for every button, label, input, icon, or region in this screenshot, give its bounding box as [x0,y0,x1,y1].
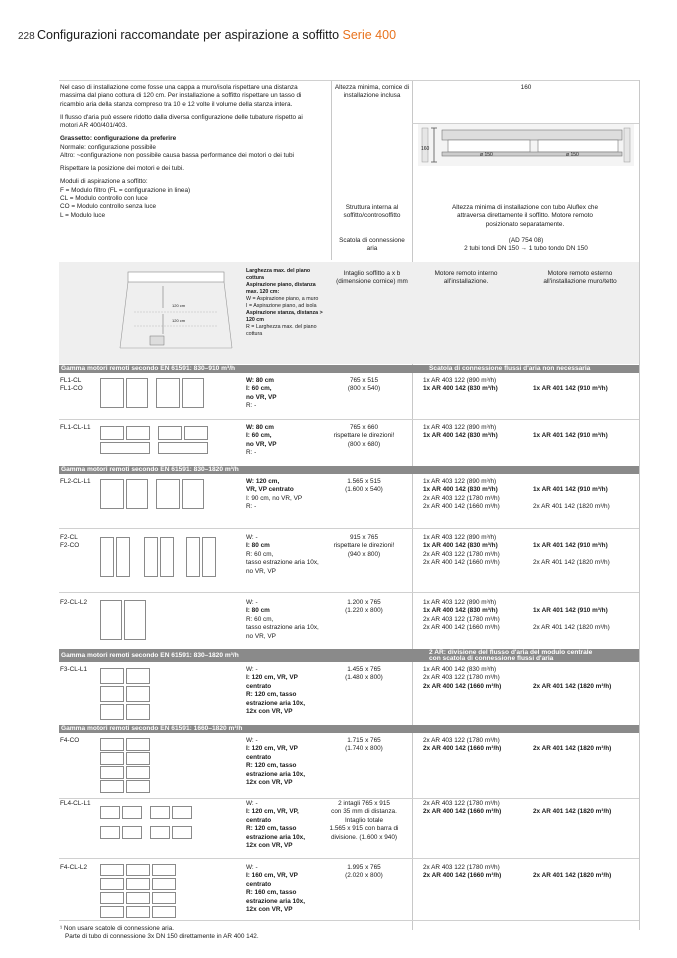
motor-external-line [533,666,535,673]
row-motor-external [533,534,610,568]
row-motor-internal [423,737,501,754]
module-figure-fl1-l1 [100,424,210,460]
spec-line: I: 160 cm, VR, VP [246,872,298,880]
band-range-2-label: Gamma motori remoti secondo EN 61591: 830–1820 m³/h [61,466,239,473]
row-divider [59,80,639,81]
motor-internal-line: 1x AR 403 122 (890 m³/h) [423,478,497,485]
row-ceiling-cutout [316,737,412,754]
footnote-line-1: ¹ Non usare scatole di connessione aria. [60,925,175,932]
motor-internal-line: 2x AR 403 122 (1780 m³/h) [423,615,500,623]
row-module-name [60,599,87,607]
spec-line: no VR, VP [246,567,276,575]
dims-line: rispettare le direzioni! [333,542,395,550]
motor-external-line [533,599,535,606]
row-divider [59,528,639,529]
spec-line: R: 120 cm, tasso [246,762,297,770]
spec-line: estrazione aria 10x, [246,897,305,905]
spec-line: centrato [246,682,272,690]
row-ceiling-cutout [316,864,412,881]
motor-internal-line: 1x AR 403 122 (890 m³/h) [423,534,497,541]
motor-internal-line: 1x AR 400 142 (830 m³/h) [423,542,498,550]
row-motor-external [533,864,611,881]
spec-line: R: 160 cm, tasso [246,889,297,897]
row-ceiling-cutout [316,666,412,683]
module-f: F = Modulo filtro (FL = configurazione in linea) [60,186,191,194]
row-motor-internal [423,478,500,512]
spec-line: R: 60 cm, [246,550,274,558]
col-divider [639,80,640,930]
diagram-diameter-1: ø 150 [480,152,493,158]
spec-line: W: - [246,737,258,744]
motor-external-line [533,495,535,502]
modules-heading: Moduli di aspirazione a soffitto: [60,178,148,186]
motor-external-line: 1x AR 401 142 (910 m³/h) [533,607,608,615]
row-spec [246,864,305,915]
dims-line: 1.565 x 515 [347,478,381,485]
motor-internal-line: 2x AR 400 142 (1660 m³/h) [423,808,502,816]
struttura-label: Struttura interna al soffitto/controsoffitto [343,204,401,220]
module-figure-f4 [100,736,170,794]
row-ceiling-cutout [316,377,412,394]
dims-line: con 35 mm di distanza. [331,808,397,816]
dims-line: (940 x 800) [347,550,381,558]
dims-line: rispettare le direzioni! [333,432,395,440]
motor-internal-line: 1x AR 403 122 (890 m³/h) [423,599,497,606]
spec-line: centrato [246,880,272,888]
dims-line: 2 intagli 765 x 915 [338,800,390,807]
row-motor-internal [423,377,498,394]
motor-external-line: 2x AR 401 142 (1820 m³/h) [533,872,612,880]
band-range-3-note-1: 2 AR: divisione del flusso d'aria del modulo centrale [429,648,593,656]
motor-internal-line: 1x AR 403 122 (890 m³/h) [423,377,497,384]
module-name-alt: F2-CO [60,542,80,550]
module-name: F3-CL-L1 [60,666,87,673]
dims-line: 1.565 x 915 con barra di [329,825,399,833]
band-range-1 [59,365,639,373]
legend-normal: Normale: configurazione possibile [60,143,156,151]
module-name: FL2-CL-L1 [60,478,91,485]
dims-line: (2.020 x 800) [345,872,383,880]
motor-internal-line: 2x AR 400 142 (1660 m³/h) [423,682,502,690]
motor-external-line: 1x AR 401 142 (910 m³/h) [533,432,608,440]
legend-text [246,268,324,338]
spec-line: 12x con VR, VP [246,906,293,914]
dims-line: (800 x 540) [347,385,381,393]
module-figure-f4-l2 [100,862,180,920]
legend-bold: Grassetto: configurazione da preferire [60,135,177,143]
dims-line: (800 x 680) [347,440,381,448]
band-range-1-label: Gamma motori remoti secondo EN 61591: 830–910 m³/h [61,365,236,372]
motor-external-line [533,616,535,623]
row-spec [246,599,319,641]
module-name: F2-CL-L2 [60,599,87,606]
module-figure-fl2 [100,477,210,513]
motor-internal-line: 2x AR 400 142 (1660 m³/h) [423,624,500,632]
motor-internal-line: 1x AR 400 142 (830 m³/h) [423,486,498,494]
row-module-name [60,666,87,674]
row-spec [246,666,305,717]
row-module-name [60,534,79,551]
spec-line: estrazione aria 10x, [246,833,305,841]
spec-line: no VR, VP [246,440,277,448]
legend-l4: I = Aspirazione piano, ad isola [246,303,317,310]
motor-external-line [533,674,535,681]
scatola-code: (AD 754 08) [508,237,544,244]
motor-external-line: 1x AR 401 142 (910 m³/h) [533,486,608,494]
row-module-name [60,737,79,745]
motor-external-line: 2x AR 401 142 (1820 m³/h) [533,624,610,632]
motor-external-line: 2x AR 401 142 (1820 m³/h) [533,682,612,690]
module-name: FL4-CL-L1 [60,800,91,807]
spec-line: R: - [246,503,257,511]
motor-internal-line: 1x AR 403 122 (890 m³/h) [423,424,497,431]
motor-external-line [533,864,535,871]
legend-fig-distance-1: 120 cm [172,303,186,308]
intro-p2: Il flusso d'aria può essere ridotto dalla diversa configurazione delle tubature rispetto ai motori AR 400/401/403. [60,113,303,130]
spec-line: W: - [246,534,258,541]
motor-external-line [533,551,535,558]
module-name: FL1-CL [60,377,82,384]
motor-internal-line: 1x AR 400 142 (830 m³/h) [423,385,498,393]
spec-line: VR, VP centrato [246,486,294,494]
diagram-diameter-2: ø 150 [566,152,579,158]
spec-line: estrazione aria 10x, [246,770,305,778]
series-label: Serie 400 [342,28,397,42]
legend-l2: Aspirazione piano, distanza max. 120 cm: [246,282,316,296]
page-number: 228 [18,31,35,42]
band-range-4-label: Gamma motori remoti secondo EN 61591: 1660–1820 m³/h [61,725,243,732]
row-motor-external [533,666,611,691]
spec-line: I: 60 cm, [246,432,272,440]
row-module-name [60,424,91,432]
module-figure-f2-l2 [100,598,160,642]
motor-external-line: 1x AR 401 142 (910 m³/h) [533,542,608,550]
spec-line: W: 80 cm [246,424,274,431]
row-module-name [60,478,91,486]
dims-line: divisione. (1.600 x 940) [330,833,398,841]
dims-line: Intaglio totale [344,816,384,824]
row-module-name [60,800,91,808]
struttura-text: Altezza minima di installazione con tubo Aluflex che attraversa direttamente il soffitto. Motore remoto posizionato separatamente. [452,204,598,228]
row-motor-internal [423,864,501,881]
motor-external-line: 1x AR 401 142 (910 m³/h) [533,385,608,393]
motor-internal-line: 2x AR 403 122 (1780 m³/h) [423,737,500,744]
spec-line: I: 120 cm, VR, VP, [246,808,299,816]
row-divider [59,798,639,799]
motor-internal-line: 2x AR 400 142 (1660 m³/h) [423,745,502,753]
motor-external-line [533,534,535,541]
scatola-text [413,237,639,254]
row-module-name [60,377,83,394]
motor-external-line: 2x AR 401 142 (1820 m³/h) [533,559,610,567]
spec-line: W: - [246,666,258,673]
row-motor-external [533,737,611,754]
module-co: CO = Modulo controllo senza luce [60,203,157,211]
motor-external-line: 2x AR 401 142 (1820 m³/h) [533,808,612,816]
legend-l3: W = Aspirazione piano, a muro [246,296,319,303]
dims-line: 1.715 x 765 [347,737,381,744]
legend-l5: Aspirazione stanza, distanza > 120 cm [246,310,323,324]
row-motor-internal [423,534,500,568]
band-range-3 [59,649,639,662]
row-motor-internal [423,666,501,691]
spec-line: W: - [246,800,258,807]
module-name: F4-CL-L2 [60,864,87,871]
motor-external-line [533,424,535,431]
motor-external-line [533,478,535,485]
footnote-line-2: Parte di tubo di connessione 3x DN 150 direttamente in AR 400 142. [65,933,259,941]
row-ceiling-cutout [316,424,412,449]
motor-internal-line: 2x AR 403 122 (1780 m³/h) [423,494,500,502]
module-cl: CL = Modulo controllo con luce [60,194,148,202]
spec-line: I: 80 cm [246,542,270,550]
spec-line: W: - [246,864,258,871]
dims-line: (1.220 x 800) [345,607,383,615]
row-divider [59,920,639,921]
legend-other: Altro: ~configurazione non possibile causa bassa performance dei motori o dei tubi [60,152,294,160]
spec-line: 12x con VR, VP [246,779,293,787]
spec-line: I: 80 cm [246,607,270,615]
row-motor-external [533,599,610,633]
intro-p3 [60,135,320,160]
row-motor-external [533,377,608,394]
col-divider [412,80,413,930]
module-figure-f2 [100,535,225,581]
spec-line: centrato [246,816,272,824]
motor-internal-line: 1x AR 400 142 (830 m³/h) [423,666,497,673]
band-range-3-label: Gamma motori remoti secondo EN 61591: 830–1820 m³/h [61,652,239,659]
motor-external-line [533,800,535,807]
module-name: F2-CL [60,534,78,541]
motor-internal-line: 1x AR 400 142 (830 m³/h) [423,432,498,440]
row-spec [246,424,277,458]
row-spec [246,534,319,576]
band-range-3-note [429,650,592,662]
spec-line: tasso estrazione aria 10x, [246,624,319,632]
intro-p5 [60,178,320,220]
motor-internal-line: 2x AR 403 122 (1780 m³/h) [423,864,500,871]
spec-line: 12x con VR, VP [246,842,293,850]
row-divider [59,592,639,593]
motor-internal-line: 1x AR 400 142 (830 m³/h) [423,607,498,615]
footnote [60,925,259,942]
altezza-value: 160 [520,84,532,91]
dims-line: 1.455 x 765 [347,666,381,673]
legend-fig-distance-2: 120 cm [172,318,186,323]
col-head-interno: Motore remoto interno all'installazione. [434,270,498,286]
spec-line: R: 120 cm, tasso [246,691,297,699]
spec-line: I: 60 cm, [246,385,272,393]
band-range-3-note-2: con scatola di connessione flussi d'aria [429,654,554,662]
spec-line: I: 120 cm, VR, VP [246,745,298,753]
row-motor-external [533,478,610,512]
band-range-4 [59,725,639,733]
module-figure-f3 [100,666,160,722]
row-motor-internal [423,599,500,633]
dims-line: (1.600 x 540) [345,486,383,494]
scatola-tubes: 2 tubi tondi DN 150 → 1 tubo tondo DN 150 [464,245,588,253]
spec-line: no VR, VP [246,393,277,401]
dims-line: 765 x 660 [349,424,379,431]
row-ceiling-cutout [316,800,412,842]
spec-line: centrato [246,753,272,761]
intro-p1: Nel caso di installazione come fosse una cappa a muro/isola rispettare una distanza massima dal piano cottura di 120 cm. Per installazione a soffitto rispettare un tasso di ricambio aria della stanza compreso tra 10 e 12 volte il volume della stanza intera. [60,84,302,108]
row-ceiling-cutout [316,599,412,616]
module-figure-fl1 [100,376,210,410]
legend-l1: Larghezza max. del piano cottura [246,268,311,282]
motor-external-line: 2x AR 401 142 (1820 m³/h) [533,503,610,511]
motor-internal-line: 2x AR 400 142 (1660 m³/h) [423,503,500,511]
row-divider [59,419,639,420]
row-spec [246,800,305,851]
spec-line: I: 90 cm, no VR, VP [246,494,303,502]
dims-line: (1.740 x 800) [345,745,383,753]
dims-line: 1.995 x 765 [347,864,381,871]
scatola-label: Scatola di connessione aria [339,237,405,253]
row-spec [246,737,305,788]
col-head-esterno: Motore remoto esterno all'installazione muro/tetto [543,270,617,286]
dims-line: 915 x 765 [349,534,379,541]
row-spec [246,478,302,512]
row-motor-external [533,424,608,441]
intro-p4: Rispettare la posizione dei motori e dei tubi. [60,165,184,173]
col-head-intaglio: Intaglio soffitto a x b (dimensione cornice) mm [336,270,408,286]
spec-line: estrazione aria 10x, [246,699,305,707]
module-name: FL1-CL-L1 [60,424,91,431]
spec-line: tasso estrazione aria 10x, [246,559,319,567]
spec-line: 12x con VR, VP [246,708,293,716]
motor-external-line [533,737,535,744]
dims-line: (1.480 x 800) [345,674,383,682]
row-motor-internal [423,424,498,441]
hob-legend-figure [118,268,236,360]
dims-line: 1.200 x 765 [347,599,381,606]
installation-diagram [418,124,634,166]
module-name-alt: FL1-CO [60,385,83,393]
legend-l6: R = Larghezza max. del piano cottura [246,324,317,338]
spec-line: I: 120 cm, VR, VP [246,674,298,682]
dims-line: 765 x 515 [349,377,379,384]
page-title-text: Configurazioni raccomandate per aspirazione a soffitto [37,28,340,42]
band-range-2 [59,466,639,474]
band-range-1-note: Scatola di connessione flussi d'aria non necessaria [429,365,591,372]
row-motor-external [533,800,611,817]
spec-line: R: 60 cm, [246,615,274,623]
motor-internal-line: 2x AR 400 142 (1660 m³/h) [423,872,502,880]
module-l: L = Modulo luce [60,211,106,219]
row-module-name [60,864,87,872]
motor-internal-line: 2x AR 403 122 (1780 m³/h) [423,674,500,682]
row-spec [246,377,277,411]
spec-line: R: 120 cm, tasso [246,825,297,833]
motor-internal-line: 2x AR 403 122 (1780 m³/h) [423,800,500,807]
altezza-label: Altezza minima, cornice di installazione inclusa [334,84,410,100]
motor-internal-line: 2x AR 403 122 (1780 m³/h) [423,550,500,558]
motor-internal-line: 2x AR 400 142 (1660 m³/h) [423,559,500,567]
spec-line: W: 80 cm [246,377,274,384]
row-motor-internal [423,800,501,817]
module-name: F4-CO [60,737,80,744]
spec-line: R: - [246,449,257,457]
page-title [37,27,396,44]
diagram-height-label: 160 [421,146,430,152]
spec-line: R: - [246,402,257,410]
motor-external-line [533,377,535,384]
row-ceiling-cutout [316,534,412,559]
motor-external-line: 2x AR 401 142 (1820 m³/h) [533,745,612,753]
module-figure-fl4 [100,804,215,850]
spec-line: W: 120 cm, [246,478,280,485]
col-divider [331,80,332,260]
row-ceiling-cutout [316,478,412,495]
row-divider [59,858,639,859]
spec-line: no VR, VP [246,632,276,640]
intro-text [60,84,320,225]
spec-line: W: - [246,599,258,606]
